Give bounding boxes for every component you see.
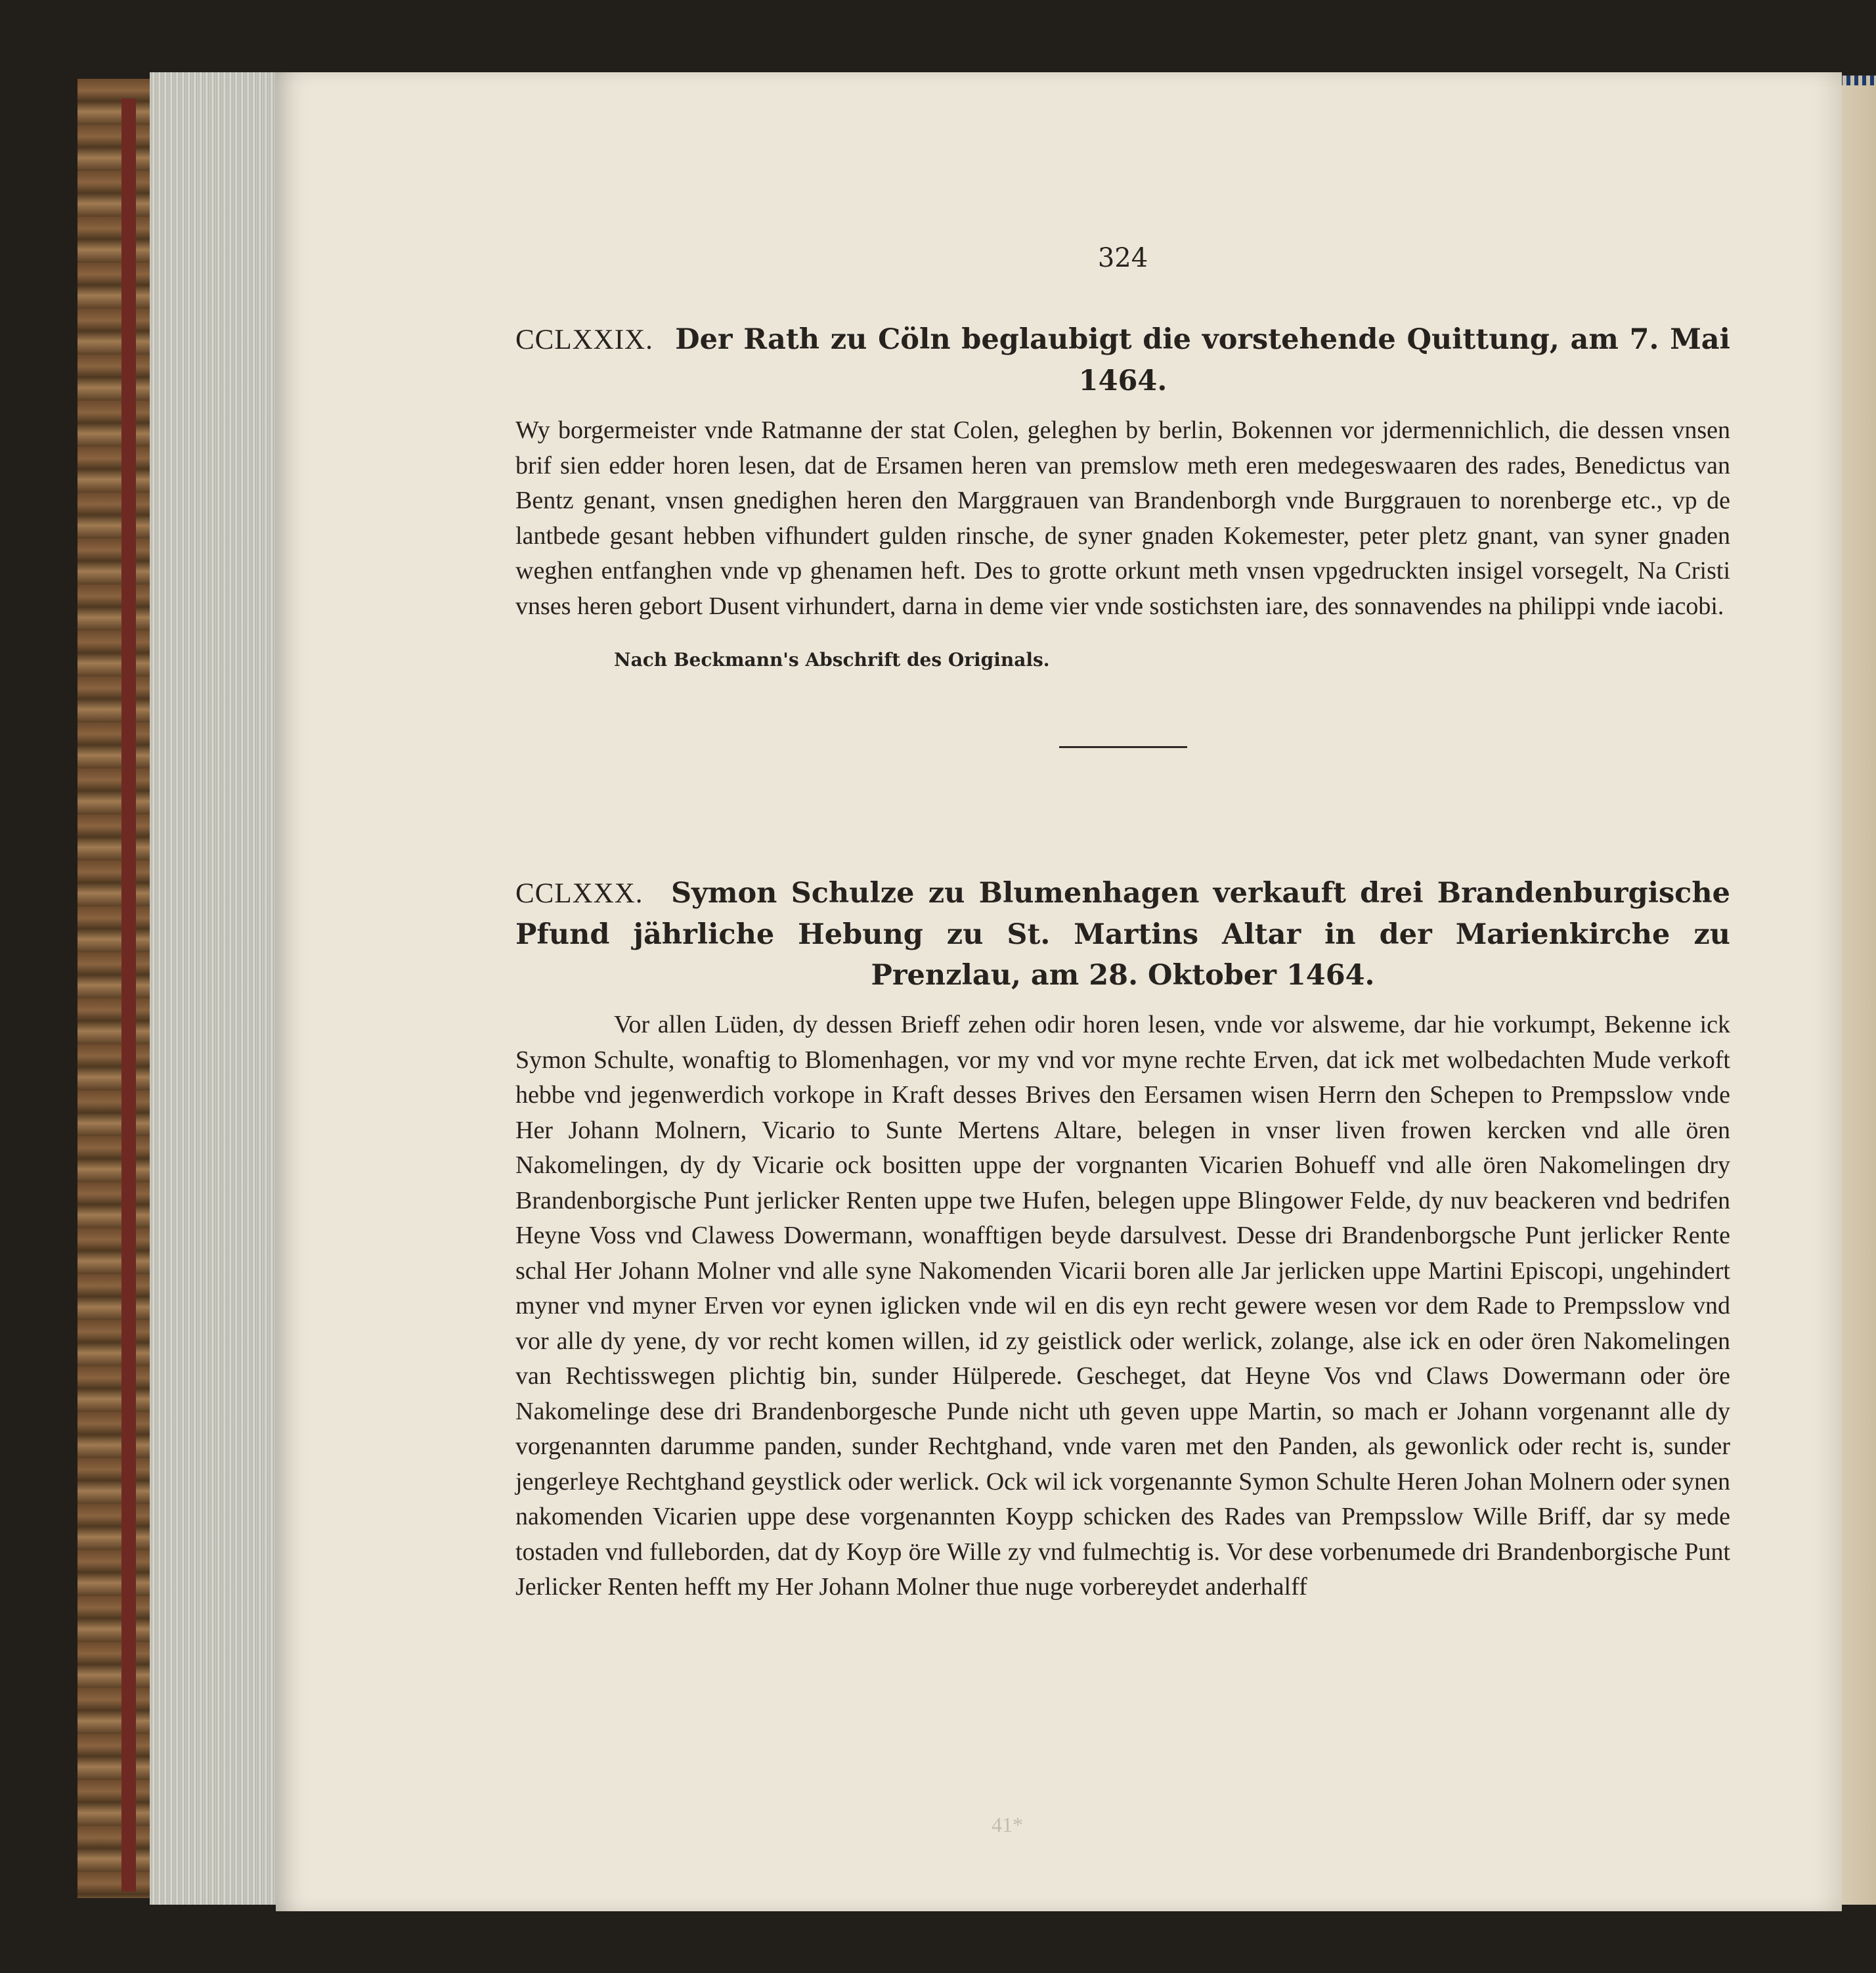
book-page — [276, 72, 1842, 1911]
document-body: Vor allen Lüden, dy dessen Brieff zehen odir horen lesen, vnde vor alsweme, dar hie vorkumpt, Bekenne ick Symon Schulte, wonaftig to Blomenhagen, vor my vnd vor myne rechte Erven, dat ick met wolbedachten Mude verkoft hebbe vnd jegenwerdich vorkope in Kraft desses Brives den Eersamen wisen Herrn den Schepen to Prempsslow vnde Her Johann Molnern, Vicario to Sunte Mertens Altare, belegen in vnser liven frowen kercken vnd alle ören Nakomelingen, dy dy Vicarie ock bositten uppe der vorgnanten Vicarien Bohueff vnd alle ören Nakomelingen dry Brandenborgische Punt jerlicker Renten uppe twe Hufen, belegen uppe Blingower Felde, dy nuv beackeren vnd bedrifen Heyne Voss vnd Clawess Dowermann, wonafftigen beyde darsulvest. Desse dri Brandenborgsche Punt jerlicker Rente schal Her Johann Molner vnd alle syne Nakomenden Vicarii boren alle Jar jerlicken uppe Martini Episcopi, ungehindert myner vnd myner Erven vor eynen iglicken vnde wil en dis eyn recht gewere wesen vor dem Rade to Prempsslow vnd vor alle dy yene, dy vor recht komen willen, id zy geistlick oder werlick, zolange, alse ick en oder ören Nakomelingen van Rechtisswegen plichtig bin, sunder Hülperede. Gescheget, dat Heyne Vos vnd Claws Dowermann oder öre Nakomelinge dese dri Brandenborgesche Punde nicht uth geven uppe Martin, so mach er Johann vorgenannt alle dy vorgenannten darumme panden, sunder Rechtghand, vnde varen met den Panden, als gewonlick oder recht is, sunder jengerleye Rechtghand geystlick oder werlick. Ock wil ick vorgenannte Symon Schulte Heren Johan Molnern oder synen nakomenden Vicarien uppe dese vorgenannten Koypp schicken des Rades van Prempsslow Wille Briff, dar sy mede tostaden vnd fulleborden, dat dy Koyp öre Wille zy vnd fulmechtig is. Vor dese vorbenumede dri Brandenborgische Punt Jerlicker Renten hefft my Her Johann Molner thue nuge vorbereydet anderhalff — [515, 1011, 1730, 1601]
section-divider — [1059, 746, 1187, 748]
document-numeral: CCLXXX. — [515, 878, 644, 909]
document-body: Wy borgermeister vnde Ratmanne der stat Colen, geleghen by berlin, Bokennen vor jdermennichlich, die dessen vnsen brif sien edder horen lesen, dat de Ersamen heren van premslow meth eren medegeswaaren des rades, Benedictus van Bentz genant, vnsen gnedighen heren den Marggrauen van Brandenborgh vnde Burggrauen to norenberge etc., vp de lantbede gesant hebben vifhundert gulden rinsche, de syner gnaden Kokemester, peter pletz gnant, van syner gnaden weghen entfanghen vnde vp ghenamen heft. Des to grotte orkunt meth vnsen vpgedruckten insigel vorsegelt, Na Cristi vnses heren gebort Dusent virhundert, darna in deme vier vnde sostichsten iare, des sonnavendes na philippi vnde iacobi. — [515, 416, 1730, 620]
spine-band — [121, 99, 136, 1892]
page-number: 324 — [1097, 243, 1148, 273]
source-note: Nach Beckmann's Abschrift des Originals. — [614, 649, 1050, 671]
document-title: Der Rath zu Cöln beglaubigt die vorstehende Quittung, am 7. Mai 1464. — [675, 323, 1730, 397]
book-spine — [77, 79, 150, 1898]
signature-mark: 41* — [992, 1813, 1023, 1836]
page-content — [515, 171, 1730, 1630]
document-heading — [515, 873, 1730, 996]
document-title: Symon Schulze zu Blumenhagen verkauft drei Brandenburgische Pfund jährliche Hebung zu St. Martins Altar in der Marienkirche zu Prenzlau, am 28. Oktober 1464. — [515, 877, 1730, 992]
page-edges — [150, 72, 281, 1905]
document-heading — [515, 319, 1730, 401]
document-numeral: CCLXXIX. — [515, 324, 653, 355]
